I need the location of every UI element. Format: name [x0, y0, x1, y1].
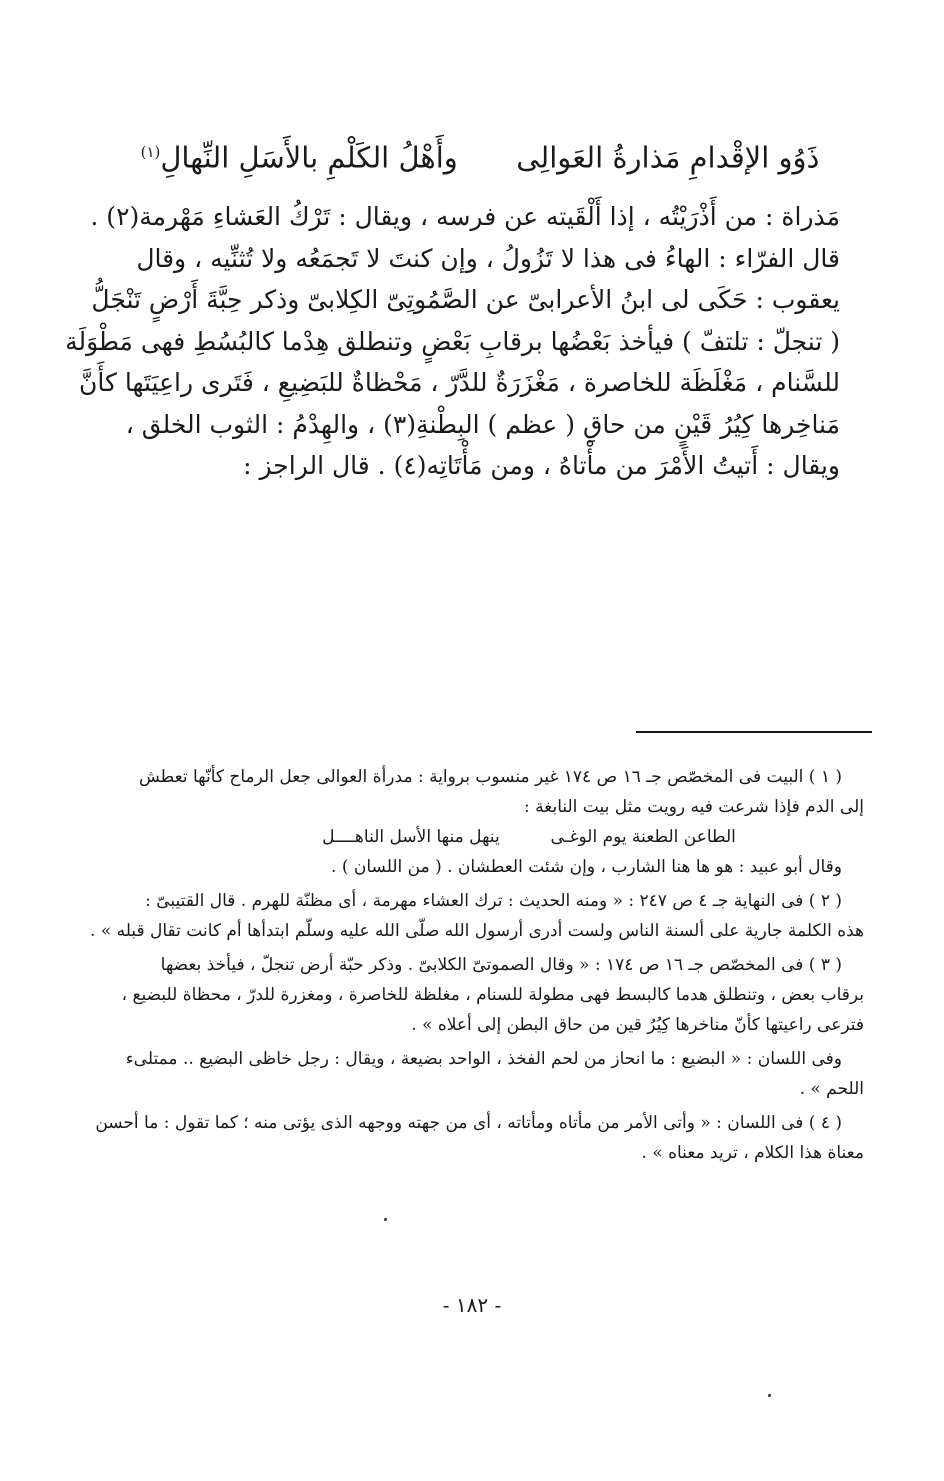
ink-speck	[768, 1394, 771, 1397]
body-line: ( تنجلّ : تلتفّ ) فيأخذ بَعْضُها برقابِ بَعْضٍ وتنطلق هِدْما كالبُسُطِ فهى مَطْوَلَة	[65, 326, 840, 356]
footnote-poem-line	[84, 822, 864, 852]
main-text	[65, 196, 840, 487]
footnote-3-line: وفى اللسان : « البضيع : ما انحاز من لحم الفخذ ، الواحد بضيعة ، ويقال : رجل خاظى البضيع .. ممتلىء	[125, 1049, 842, 1069]
verse-first-hemistich: ذَوُو الإقْدامِ مَذارةُ العَوالِى	[516, 140, 820, 175]
poem-first-hemistich: الطاعن الطعنة يوم الوغـى	[550, 827, 736, 847]
body-line: ويقال : أَتيتُ الأَمْرَ من مأْتاهُ ، ومن مَأْتَاتِه(٤) . قال الراجز :	[243, 451, 840, 480]
footnote-4-line: معناة هذا الكلام ، تريد معناه » .	[641, 1143, 864, 1163]
verse-line	[120, 130, 840, 180]
footnote-2-line: ( ٢ ) فى النهاية جـ ٤ ص ٢٤٧ : « ومنه الحديث : ترك العشاء مهرمة ، أى مظنّة للهرم . قال القتيبىّ :	[145, 891, 842, 911]
body-line: قال الفرّاء : الهاءُ فى هذا لا تَزُولُ ، وإن كنتَ لا تَجمَعُه ولا تُثنِّيه ، وقال	[136, 243, 840, 273]
body-line: مَناخِرها كِيُرُ قَيْنٍ من حاقِ ( عظم ) البِطْنةِ(٣) ، والهِدْمُ : الثوب الخلق ،	[125, 409, 840, 439]
body-line: يعقوب : حَكَى لى ابنُ الأعرابىّ عن الصَّمُوتِىّ الكِلابىّ وذكر حِبَّةَ أَرْضٍ تَنْجَلُّ	[91, 285, 840, 314]
footnote-3-line: اللحم » .	[799, 1079, 864, 1099]
footnotes	[84, 762, 864, 1168]
footnote-4-line: ( ٤ ) فى اللسان : « وأتى الأمر من مأتاه ومأتاته ، أى من جهته ووجهه الذى يؤتى منه ؛ كما تقول : ما أحسن	[95, 1113, 842, 1133]
footnote-divider	[636, 731, 872, 733]
body-line: للسَّنام ، مَغْلَظَة للخاصرة ، مَغْزَرَةٌ للدَّرّ ، مَحْظاةٌ للبَضِيعِ ، فَتَرى راعِيَتَها كأَنَّ	[79, 368, 840, 397]
footnote-1-line: ( ١ ) البيت فى المخصّص جـ ١٦ ص ١٧٤ غير منسوب برواية : مدرأة العوالى جعل الرماح كأنّها تعطش	[139, 767, 842, 787]
footnote-3-line: برقاب بعض ، وتنطلق هدما كالبسط فهى مطولة للسنام ، مغلظة للخاصرة ، ومغزرة للدرّ ، محظاة للبضيع ،	[121, 985, 864, 1005]
verse-footnote-ref: (١)	[140, 143, 161, 161]
body-line: مَذراة : من أَذْرَيْتُه ، إذا أَلْقَيته عن فرسه ، ويقال : تَرْكُ العَشاءِ مَهْرمة(٢) .	[90, 202, 840, 231]
ink-speck	[384, 1218, 387, 1221]
footnote-1-line: إلى الدم فإذا شرعت فيه رويت مثل بيت النابغة :	[524, 797, 864, 817]
footnote-3-line: ( ٣ ) فى المخصّص جـ ١٦ ص ١٧٤ : « وقال الصموتىّ الكلابىّ . وذكر حبّة أرض تنجلّ ، فيأخذ بعضها	[160, 955, 842, 975]
verse-second-hemistich: وأَهْلُ الكَلْمِ بالأَسَلِ النِّهالِ	[160, 140, 458, 175]
page-number: - ١٨٢ -	[442, 1293, 502, 1317]
footnote-1-line: وقال أبو عبيد : هو ها هنا الشارب ، وإن شئت العطشان . ( من اللسان ) .	[331, 857, 842, 877]
footnote-3-line: فترعى راعيتها كأنّ مناخرها كِيُرُ قين من حاق البطن إلى أعلاه » .	[411, 1015, 864, 1035]
footnote-2-line: هذه الكلمة جارية على ألسنة الناس ولست أدرى أرسول الله صلّى الله عليه وسلّم ابتدأها أم كانت تقال قبله » .	[90, 921, 864, 941]
poem-second-hemistich: ينهل منها الأسل الناهــــل	[322, 827, 500, 847]
